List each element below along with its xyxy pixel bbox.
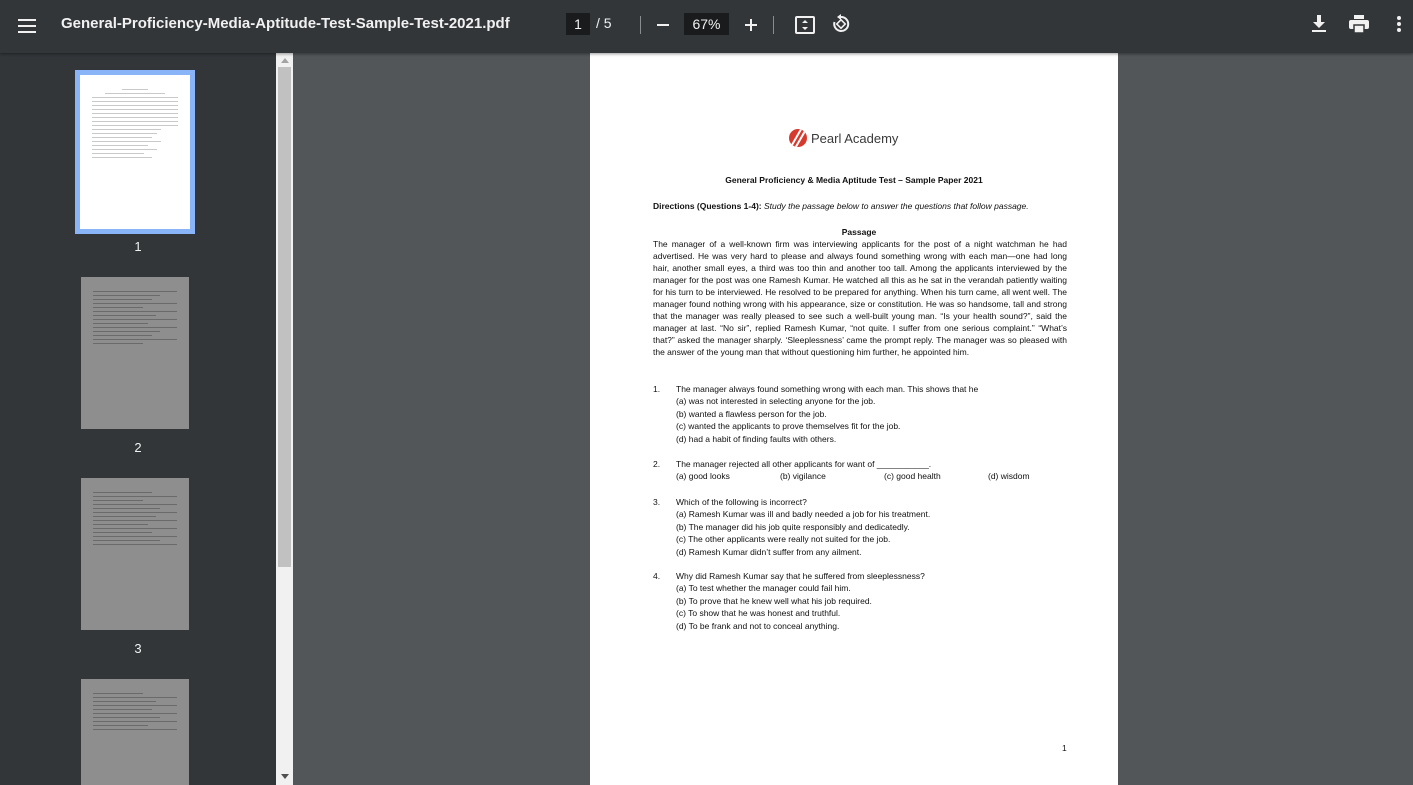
pdf-toolbar [0, 0, 1413, 53]
toolbar-divider [640, 16, 641, 34]
option-d: (d) Ramesh Kumar didn’t suffer from any ailment. [676, 546, 862, 557]
option-a: (a) To test whether the manager could fail him. [676, 583, 851, 594]
thumbnail-preview [93, 291, 177, 347]
logo-text: Pearl Academy [811, 130, 899, 146]
question-text: Why did Ramesh Kumar say that he suffered from sleeplessness? [676, 571, 925, 581]
zoom-in-button[interactable] [740, 14, 762, 36]
scroll-up-arrow-icon[interactable] [276, 53, 293, 67]
print-icon [1349, 15, 1369, 33]
thumbnail-label: 1 [134, 239, 142, 254]
page-thumbnail[interactable] [75, 70, 195, 234]
pearl-academy-logo-icon [789, 129, 807, 147]
page-number-input[interactable]: 1 [566, 13, 590, 35]
page-thumbnail[interactable] [81, 277, 189, 429]
option-d: (d) wisdom [988, 471, 1030, 482]
directions-label: Directions (Questions 1-4): [653, 201, 762, 211]
option-b: (b) wanted a flawless person for the job. [676, 408, 827, 419]
zoom-out-button[interactable] [652, 14, 674, 36]
option-a: (a) good looks [676, 471, 730, 482]
menu-icon[interactable] [15, 15, 39, 37]
option-a: (a) was not interested in selecting anyone for the job. [676, 396, 876, 407]
fit-to-page-button[interactable] [794, 14, 816, 36]
option-c: (c) good health [884, 471, 941, 482]
page-number: 1 [1062, 743, 1067, 753]
page-thumbnail[interactable] [81, 679, 189, 785]
question-text: Which of the following is incorrect? [676, 497, 807, 507]
option-c: (c) To show that he was honest and truthful. [676, 608, 841, 619]
option-b: (b) To prove that he knew well what his job required. [676, 595, 872, 606]
scroll-down-arrow-icon[interactable] [276, 769, 293, 783]
option-b: (b) The manager did his job quite responsibly and dedicatedly. [676, 521, 910, 532]
option-d: (d) To be frank and not to conceal anything. [676, 620, 840, 631]
download-button[interactable] [1308, 13, 1330, 35]
thumbnail-preview [92, 89, 178, 161]
scrollbar-thumb[interactable] [278, 67, 291, 567]
thumbnail-label: 3 [134, 641, 142, 656]
thumbnail-preview [93, 492, 177, 548]
option-d: (d) had a habit of finding faults with others. [676, 433, 837, 444]
question-number: 1. [653, 384, 661, 394]
question-text: The manager always found something wrong with each man. This shows that he [676, 384, 979, 394]
paper-title: General Proficiency & Media Aptitude Test – Sample Paper 2021 [725, 175, 983, 185]
question-number: 2. [653, 459, 661, 469]
document-title: General-Proficiency-Media-Aptitude-Test-Sample-Test-2021.pdf [61, 15, 510, 32]
pearl-academy-logo [789, 129, 898, 147]
option-b: (b) vigilance [780, 471, 826, 482]
thumbnail-label: 2 [134, 440, 142, 455]
toolbar-divider [773, 16, 774, 34]
directions [653, 201, 1029, 211]
more-options-icon[interactable] [1388, 13, 1410, 35]
download-icon [1311, 15, 1327, 33]
question-number: 3. [653, 497, 661, 507]
fit-page-icon [795, 16, 815, 34]
thumbnail-sidebar [0, 53, 276, 785]
minus-icon [656, 18, 670, 32]
page-count: / 5 [596, 15, 612, 31]
page-thumbnail[interactable] [81, 478, 189, 630]
rotate-icon [831, 14, 851, 34]
option-c: (c) The other applicants were really not suited for the job. [676, 534, 891, 545]
print-button[interactable] [1348, 13, 1370, 35]
plus-icon [744, 18, 758, 32]
question-number: 4. [653, 571, 661, 581]
passage-heading: Passage [841, 227, 877, 237]
pdf-page [590, 53, 1118, 785]
option-a: (a) Ramesh Kumar was ill and badly needed a job for his treatment. [676, 509, 931, 520]
directions-text: Study the passage below to answer the questions that follow passage. [761, 201, 1029, 211]
option-c: (c) wanted the applicants to prove themselves fit for the job. [676, 421, 901, 432]
question-text: The manager rejected all other applicants for want of ___________. [676, 459, 932, 469]
passage-text: The manager of a well-known firm was interviewing applicants for the post of a night watchman he had advertised. He was very hard to please and always found something wrong with each man—one had long hair, another small eyes, a third was too thin and another too tall. Among the applicants interviewed by the manager for the post was one Ramesh Kumar. He watched all this as he sat in the verandah patiently waiting for his turn to be interviewed. He resolved to be prepared for anything. When his turn came, all went well. The manager found nothing wrong with his appearance, size or constitution. He was so handsome, tall and strong that the manager was really pleased to see such a well-built young man. “Is your health sound?”, said the manager at last. “No sir”, replied Ramesh Kumar, “not quite. I suffer from one serious complaint.” “What’s that?” asked the manager sharply. ‘Sleeplessness’ came the prompt reply. The manager was so pleased with the answer of the young man that without questioning him further, he appointed him. [653, 239, 1067, 357]
rotate-button[interactable] [830, 13, 852, 35]
thumbnail-preview [93, 693, 177, 733]
zoom-input[interactable]: 67% [684, 13, 729, 35]
